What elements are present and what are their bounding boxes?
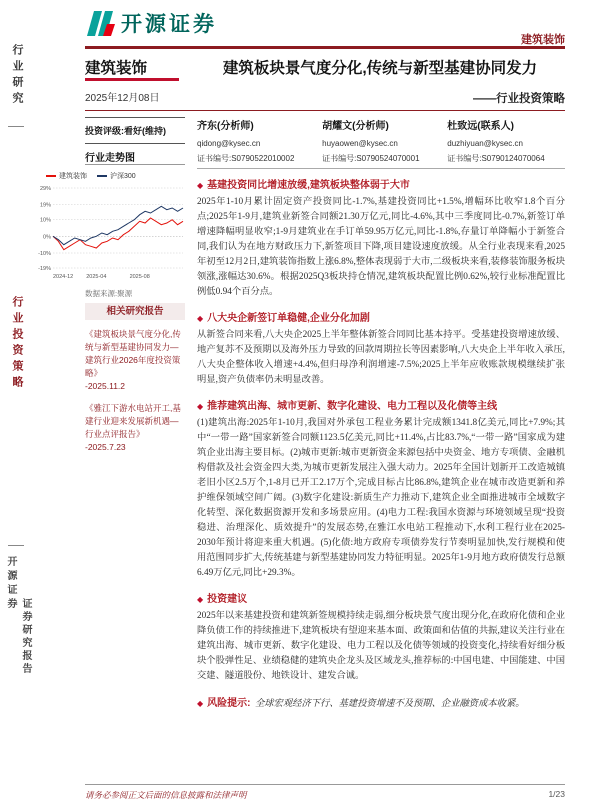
- section-investment-advice: [197, 590, 565, 684]
- analyst-card: [447, 117, 565, 164]
- industry-underline: [85, 78, 179, 81]
- sidebar-industry-research-label: 行业研究: [11, 44, 23, 108]
- analysts-block: [197, 117, 565, 164]
- related-reports-list: [85, 328, 185, 463]
- title-rule: [85, 110, 565, 111]
- analyst-name: 齐东(分析师): [197, 121, 254, 132]
- analyst-card: [322, 117, 440, 164]
- diamond-bullet-icon: ◆: [197, 595, 204, 604]
- section-heading: [197, 176, 565, 191]
- legend-line-red-icon: [46, 175, 56, 177]
- analysts-rule: [197, 168, 565, 169]
- related-report-date: -2025.11.2: [85, 381, 126, 391]
- diamond-bullet-icon: ◆: [197, 181, 204, 190]
- svg-text:10%: 10%: [39, 217, 51, 224]
- footer-disclaimer: 请务必参阅正文后面的信息披露和法律声明: [85, 790, 247, 800]
- svg-text:29%: 29%: [39, 186, 51, 192]
- analyst-email-link[interactable]: duzhiyuan@kysec.cn: [447, 139, 523, 148]
- section-heading-text: 风险提示:: [207, 698, 251, 709]
- section-paragraph: 从新签合同来看,八大央企2025上半年整体新签合同同比基本持平。受基建投资增速放缓、地产复苏不及预期以及海外压力导致的回款周期拉长等因素影响,八大央企上半年收入承压,八大央企整体收入增速+4.4%,但归母净利润增速-7.5%;2025上半年应收账款规模继续扩张明显,资产负债率仍未明显改善。: [197, 330, 565, 385]
- section-heading-text: 基建投资同比增速放缓,建筑板块整体弱于大市: [207, 180, 410, 191]
- section-heading-text: 投资建议: [207, 594, 248, 605]
- diamond-bullet-icon: ◆: [197, 402, 204, 411]
- section-central-soe-orders: [197, 309, 565, 388]
- industry-name: 建筑装饰: [85, 60, 148, 77]
- legend-item-industry: [46, 171, 87, 181]
- section-paragraph: 2025年以来基建投资和建筑新签规模持续走弱,细分板块景气度出现分化,在政府化债和企业降负债工作的持续推进下,建筑板块有望迎来基本面、政策面和估值的共振,建议关注行业在建筑出海、城市更新、数字化建设、电力工程以及化债等领域的投资变化,持续看好细分板块个股弹性足、业绩稳健的建筑央企龙头及区域龙头,推荐标的:中国电建、中国能建、中国交建、隧道股份、地铁设计、建发合诚。: [197, 611, 565, 681]
- svg-text:-19%: -19%: [38, 266, 51, 272]
- report-subtitle: ——行业投资策略: [473, 93, 565, 105]
- chart-legend: [46, 171, 136, 181]
- svg-text:2024-12: 2024-12: [53, 274, 74, 280]
- analyst-email-link[interactable]: qidong@kysec.cn: [197, 139, 261, 148]
- section-heading: [197, 590, 565, 605]
- section-paragraph: 2025年1-10月累计固定资产投资同比-1.7%,基建投资同比+1.5%,增幅环比收窄1.8个百分点;2025年1-9月,建筑业新签合同额21.30万亿元,同比-4.6%,其中三季度同比-0.7%,新签订单增速降幅明显收窄;1-9月建筑业在手订单59.95万亿元,同比-1.8%,存量订单降幅小于新签合同,我们认为在地方财政压力下,新签项目下降,项目建设速度放缓。从全行业表现来看,2025年初至12月2日,建筑装饰指数上涨6.8%,整体表现弱于大市,二级板块来看,装修装饰服务板块领涨,涨幅达30.6%。根据2025Q3板块持仓情况,建筑板块配置比例0.62%,较行业标准配置比例低0.94个百分点。: [197, 197, 565, 297]
- svg-text:19%: 19%: [39, 202, 51, 209]
- section-infra-investment: [197, 176, 565, 300]
- header-rule: [85, 46, 565, 49]
- related-reports-header: 相关研究报告: [85, 303, 185, 320]
- trend-chart-title: 行业走势图: [85, 153, 135, 164]
- analyst-cert: 证书编号:S0790124070064: [447, 154, 545, 163]
- legend-item-csi300: [97, 171, 136, 181]
- legend-label: 沪深300: [110, 173, 136, 180]
- related-report-link[interactable]: [85, 402, 185, 454]
- sidebar-report-type-label: 证券研究报告: [20, 598, 31, 676]
- kaiyuan-logo-icon: [85, 10, 115, 37]
- diamond-bullet-icon: ◆: [197, 314, 204, 323]
- page-number: 1/23: [548, 789, 565, 799]
- section-heading-text: 八大央企新签订单稳健,企业分化加剧: [207, 313, 370, 324]
- section-recommended-themes: [197, 397, 565, 581]
- legend-label: 建筑装饰: [59, 173, 87, 180]
- related-report-title: 《建筑板块景气度分化,传统与新型基建协同发力—建筑行业2026年度投资策略》: [85, 329, 181, 378]
- sidebar-brand-label: 开源证券: [5, 556, 16, 612]
- chart-source-note: 数据来源:聚源: [85, 289, 133, 298]
- investment-rating: [85, 117, 185, 144]
- analyst-name: 胡耀文(分析师): [322, 121, 389, 132]
- analyst-email-link[interactable]: huyaowen@kysec.cn: [322, 139, 398, 148]
- brand-logo: [85, 8, 217, 38]
- trend-title-rule: [85, 164, 185, 165]
- report-body: [197, 176, 565, 721]
- related-report-link[interactable]: [85, 328, 185, 393]
- analyst-cert: 证书编号:S0790522010002: [197, 154, 295, 163]
- trend-line-chart: [36, 182, 186, 282]
- rating-value: 看好(维持): [124, 126, 166, 136]
- svg-text:2025-04: 2025-04: [86, 274, 107, 280]
- svg-text:-10%: -10%: [38, 251, 51, 257]
- brand-logo-text: 开源证券: [121, 13, 217, 36]
- report-date: 2025年12月08日: [85, 93, 160, 104]
- rating-label: 投资评级:: [85, 126, 124, 136]
- diamond-bullet-icon: ◆: [197, 699, 204, 708]
- analyst-card: [197, 117, 315, 164]
- svg-text:0%: 0%: [43, 234, 51, 241]
- legend-line-blue-icon: [97, 175, 107, 177]
- related-report-date: -2025.7.23: [85, 442, 126, 452]
- analyst-name: 杜致远(联系人): [447, 121, 514, 132]
- analyst-cert: 证书编号:S0790524070001: [322, 154, 420, 163]
- section-paragraph: (1)建筑出海:2025年1-10月,我国对外承包工程业务累计完成额1341.8亿美元,同比+7.9%;其中“一带一路”国家新签合同额1123.5亿美元,同比+11.4%,占比83.7%,“一带一路”国家成为建筑企业出海主要目标。(2)城市更新:城市更新资金来源包括中央资金、地方专项债、金融机构借款及社会资金四大类,为城市更新发展注入强大动力。2025年全国计划新开工改造城镇老旧小区2.5万个,1-8月已开工2.17万个,完成目标占比86.8%,建筑企业在城市改造更新和养护维保领域空间广阔。(3)数字化建设:新质生产力推动下,建筑企业全面推进城市全域数字化转型、深化数据资源开发和多场景应用。(4)电力工程:我国水资源与环境领域呈现“投资稳进、治理深化、质效提升”的发展态势,在雅江水电站工程推动下,水利工程行业在2025-2030年预计将迎来重大机遇。(5)化债:地方政府专项债券发行节奏明显加快,发行规模和使用范围同步扩大,传统基建与新型基建协同发力特征明显。2025年1-9月地方政府债发行总额6.49万亿元,同比+29.3%。: [197, 418, 565, 578]
- related-report-title: 《雅江下游水电站开工,基建行业迎来发展新机遇—行业点评报告》: [85, 403, 181, 439]
- svg-text:2025-08: 2025-08: [129, 274, 150, 280]
- header-industry-tag: 建筑装饰: [521, 34, 565, 46]
- section-paragraph: 全球宏观经济下行、基建投资增速不及预期、企业融资成本收紧。: [254, 699, 525, 709]
- sidebar-strategy-label: 行业投资策略: [11, 296, 23, 392]
- sidebar-divider-2: [8, 545, 24, 546]
- footer-rule: [85, 784, 565, 785]
- sidebar-divider: [8, 126, 24, 127]
- section-heading-text: 推荐建筑出海、城市更新、数字化建设、电力工程以及化债等主线: [207, 401, 498, 412]
- section-risk-warning: [197, 693, 565, 712]
- report-title: 建筑板块景气度分化,传统与新型基建协同发力: [222, 60, 538, 77]
- section-heading: [197, 698, 251, 709]
- section-heading: [197, 397, 565, 412]
- section-heading: [197, 309, 565, 324]
